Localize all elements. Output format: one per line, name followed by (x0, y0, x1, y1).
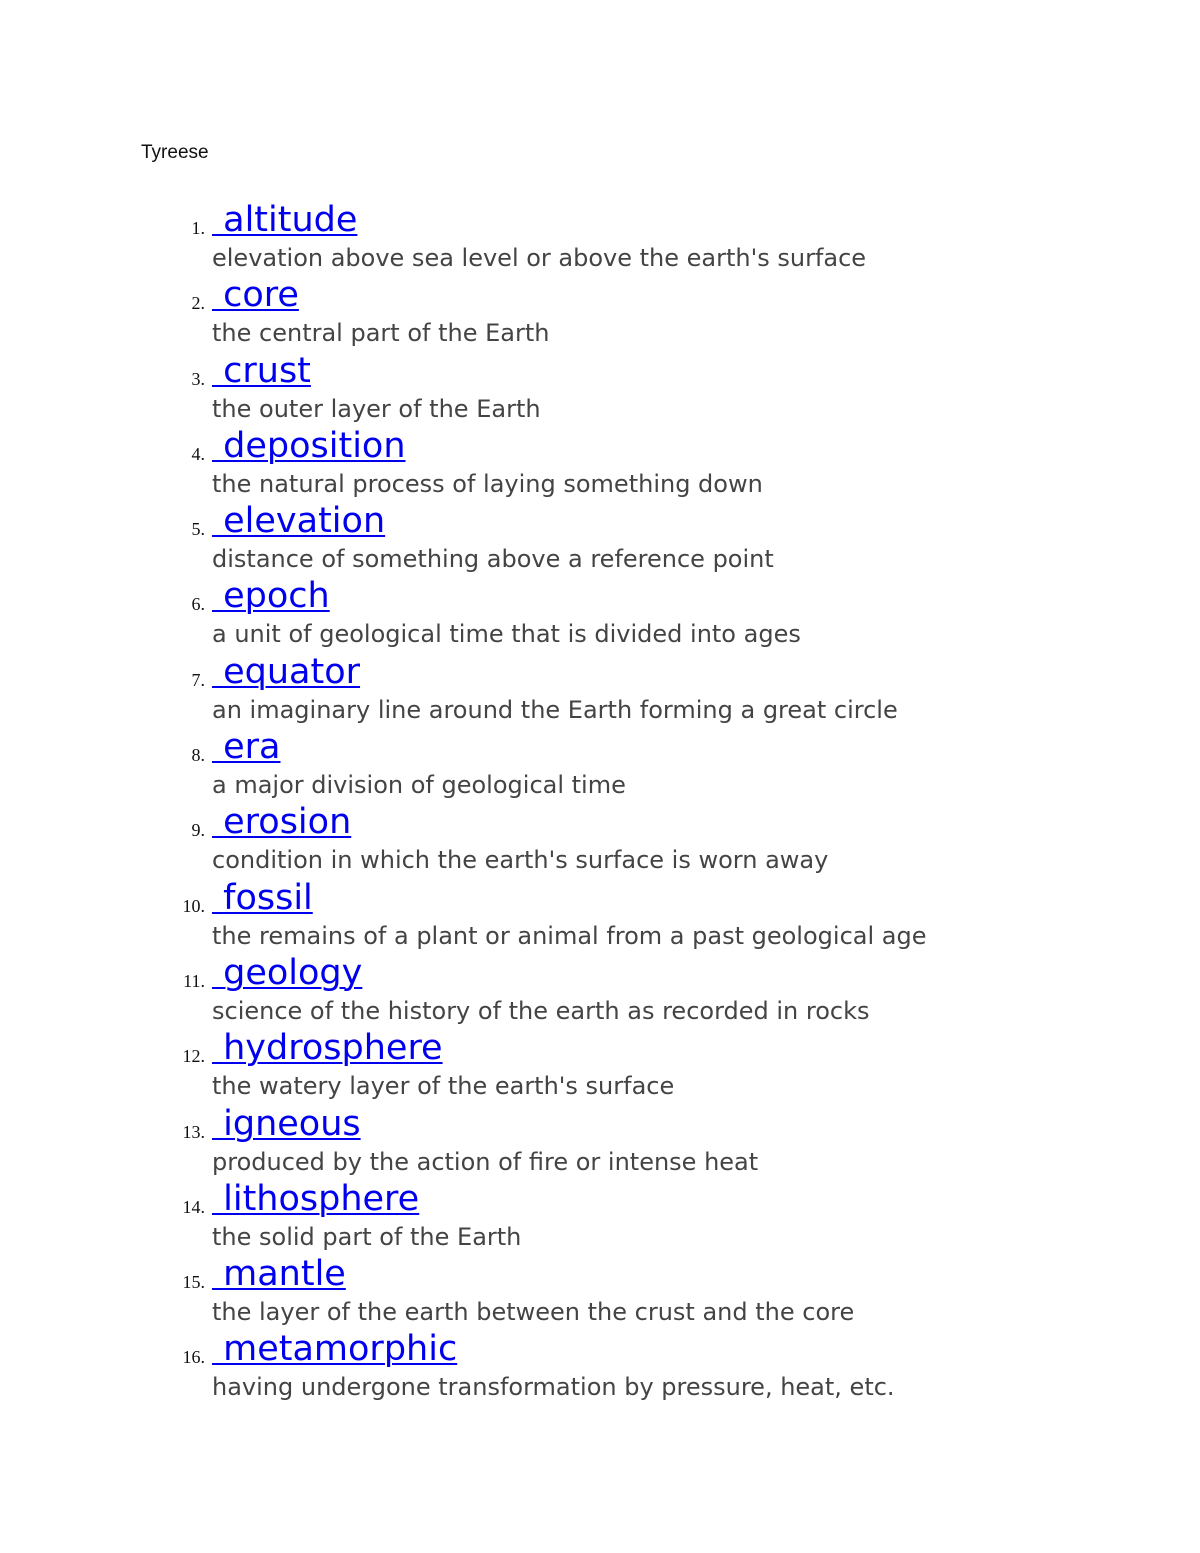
term-definition: science of the history of the earth as recorded in rocks (212, 996, 870, 1025)
term-definition: the layer of the earth between the crust and the core (212, 1298, 855, 1327)
item-number: 13. (182, 1121, 205, 1142)
item-number: 14. (182, 1196, 205, 1217)
item-number: 1. (191, 218, 205, 238)
term-link-crust[interactable]: crust (212, 350, 311, 391)
item-number: 11. (183, 970, 205, 991)
term-link-fossil[interactable]: fossil (212, 877, 313, 918)
item-number: 15. (182, 1272, 205, 1293)
term-definition: the solid part of the Earth (212, 1222, 522, 1251)
term-definition: produced by the action of fire or intense heat (212, 1147, 759, 1176)
term-link-era[interactable]: era (212, 727, 281, 768)
term-link-elevation[interactable]: elevation (212, 501, 386, 542)
term-link-deposition[interactable]: deposition (212, 425, 406, 466)
item-number: 3. (191, 368, 205, 389)
item-number: 4. (191, 443, 205, 464)
term-link-core[interactable]: core (212, 275, 299, 316)
term-definition: the watery layer of the earth's surface (212, 1072, 675, 1101)
term-link-hydrosphere[interactable]: hydrosphere (212, 1028, 443, 1069)
term-link-mantle[interactable]: mantle (212, 1254, 346, 1295)
term-definition: having undergone transformation by pressure, heat, etc. (212, 1373, 895, 1402)
term-link-igneous[interactable]: igneous (212, 1103, 361, 1144)
item-number: 6. (191, 594, 205, 615)
term-link-lithosphere[interactable]: lithosphere (212, 1178, 420, 1219)
term-link-equator[interactable]: equator (212, 651, 361, 692)
item-number: 8. (191, 745, 205, 766)
term-definition: condition in which the earth's surface is worn away (212, 846, 829, 875)
term-link-epoch[interactable]: epoch (212, 576, 330, 617)
term-definition: elevation above sea level or above the earth's surface (212, 244, 867, 272)
term-definition: an imaginary line around the Earth forming a great circle (212, 695, 898, 724)
author-name: Tyreese (141, 142, 209, 163)
term-link-metamorphic[interactable]: metamorphic (212, 1329, 458, 1370)
term-link-geology[interactable]: geology (212, 952, 363, 993)
item-number: 9. (191, 820, 205, 841)
term-definition: the remains of a plant or animal from a past geological age (212, 921, 927, 950)
term-definition: a major division of geological time (212, 771, 626, 800)
term-definition: the outer layer of the Earth (212, 394, 541, 423)
term-definition: the natural process of laying something down (212, 469, 763, 498)
term-link-altitude[interactable]: altitude (212, 200, 358, 240)
item-number: 16. (182, 1347, 205, 1368)
item-number: 2. (191, 293, 205, 314)
item-number: 12. (182, 1046, 205, 1067)
term-definition: distance of something above a reference point (212, 545, 774, 574)
item-number: 7. (191, 669, 205, 690)
item-number: 10. (182, 895, 205, 916)
term-definition: the central part of the Earth (212, 319, 550, 348)
term-link-erosion[interactable]: erosion (212, 802, 352, 843)
term-definition: a unit of geological time that is divided into ages (212, 620, 801, 649)
item-number: 5. (191, 519, 205, 540)
